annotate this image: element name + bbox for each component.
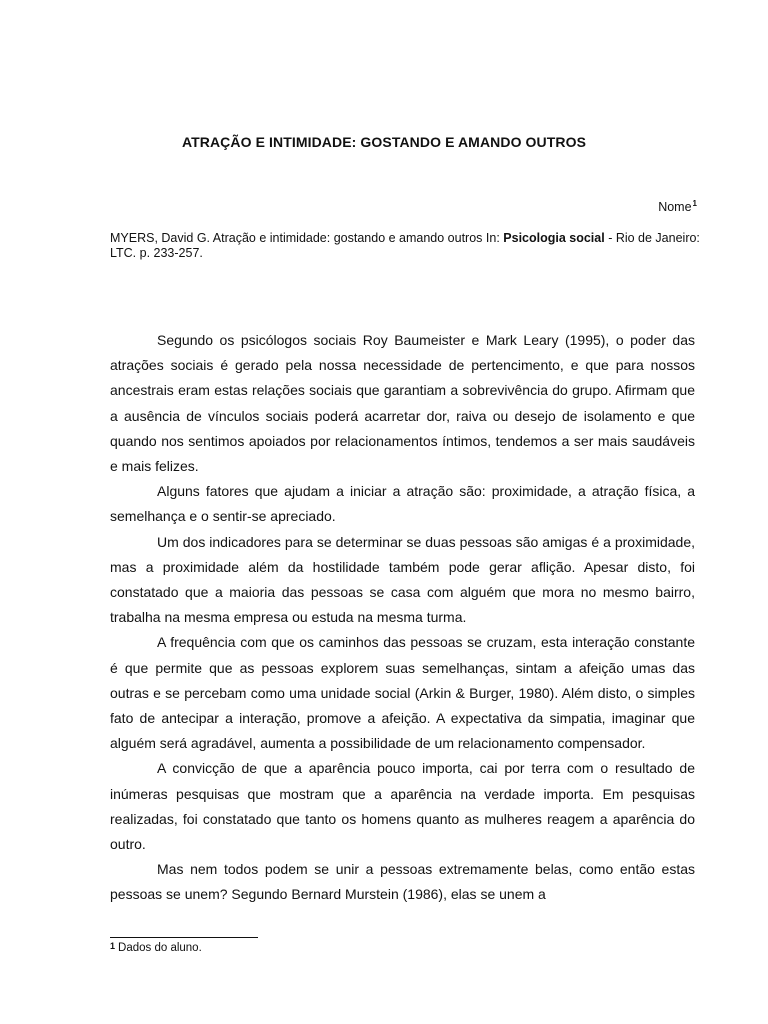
paragraph: Um dos indicadores para se determinar se duas pessoas são amigas é a proximidade, mas a proximidade além da hostilidade também pode gerar aflição. Apesar disto, foi constatado que a maioria das pessoas se casa com alguém que mora no mesmo bairro, trabalha na mesma empresa ou estuda na mesma turma. [110,533,695,626]
reference-book-title: Psicologia social [503,231,605,245]
reference-suffix: - Rio de Janeiro: LTC. p. 233-257. [110,231,700,260]
paragraph: A frequência com que os caminhos das pessoas se cruzam, esta interação constante é que permite que as pessoas explorem suas semelhanças, sintam a afeição umas das outras e se percebam como uma unidade social (Arkin & Burger, 1980). Além disto, o simples fato de antecipar a interação, promove a afeição. A expectativa da simpatia, imaginar que alguém será agradável, aumenta a possibilidade de um relacionamento compensador. [110,634,695,752]
author-label: Nome [658,200,692,214]
body-text [110,328,695,908]
footnote [110,941,202,954]
document-title: ATRAÇÃO E INTIMIDADE: GOSTANDO E AMANDO OUTROS [181,134,587,150]
bibliographic-reference [110,231,700,261]
paragraph: A convicção de que a aparência pouco importa, cai por terra com o resultado de inúmeras pesquisas que mostram que a aparência na verdade importa. Em pesquisas realizadas, foi constatado que tanto os homens quanto as mulheres reagem a aparência do outro. [110,760,695,853]
footnote-separator [110,937,258,938]
paragraph: Alguns fatores que ajudam a iniciar a atração são: proximidade, a atração física, a semelhança e o sentir-se apreciado. [110,483,695,525]
author-name [658,199,697,214]
paragraph: Segundo os psicólogos sociais Roy Baumeister e Mark Leary (1995), o poder das atrações sociais é gerado pela nossa necessidade de pertencimento, e que para nossos ancestrais eram estas relações sociais que garantiam a sobrevivência do grupo. Afirmam que a ausência de vínculos sociais poderá acarretar dor, raiva ou desejo de isolamento e que quando nos sentimos apoiados por relacionamentos íntimos, tendemos a ser mais saudáveis e mais felizes. [110,332,695,475]
footnote-reference: 1 [692,199,697,208]
paragraph: Mas nem todos podem se unir a pessoas extremamente belas, como então estas pessoas se unem? Segundo Bernard Murstein (1986), elas se unem a [110,861,695,903]
footnote-mark: 1 [110,941,116,951]
footnote-text: Dados do aluno. [118,942,202,954]
reference-prefix: MYERS, David G. Atração e intimidade: gostando e amando outros In: [110,231,504,245]
